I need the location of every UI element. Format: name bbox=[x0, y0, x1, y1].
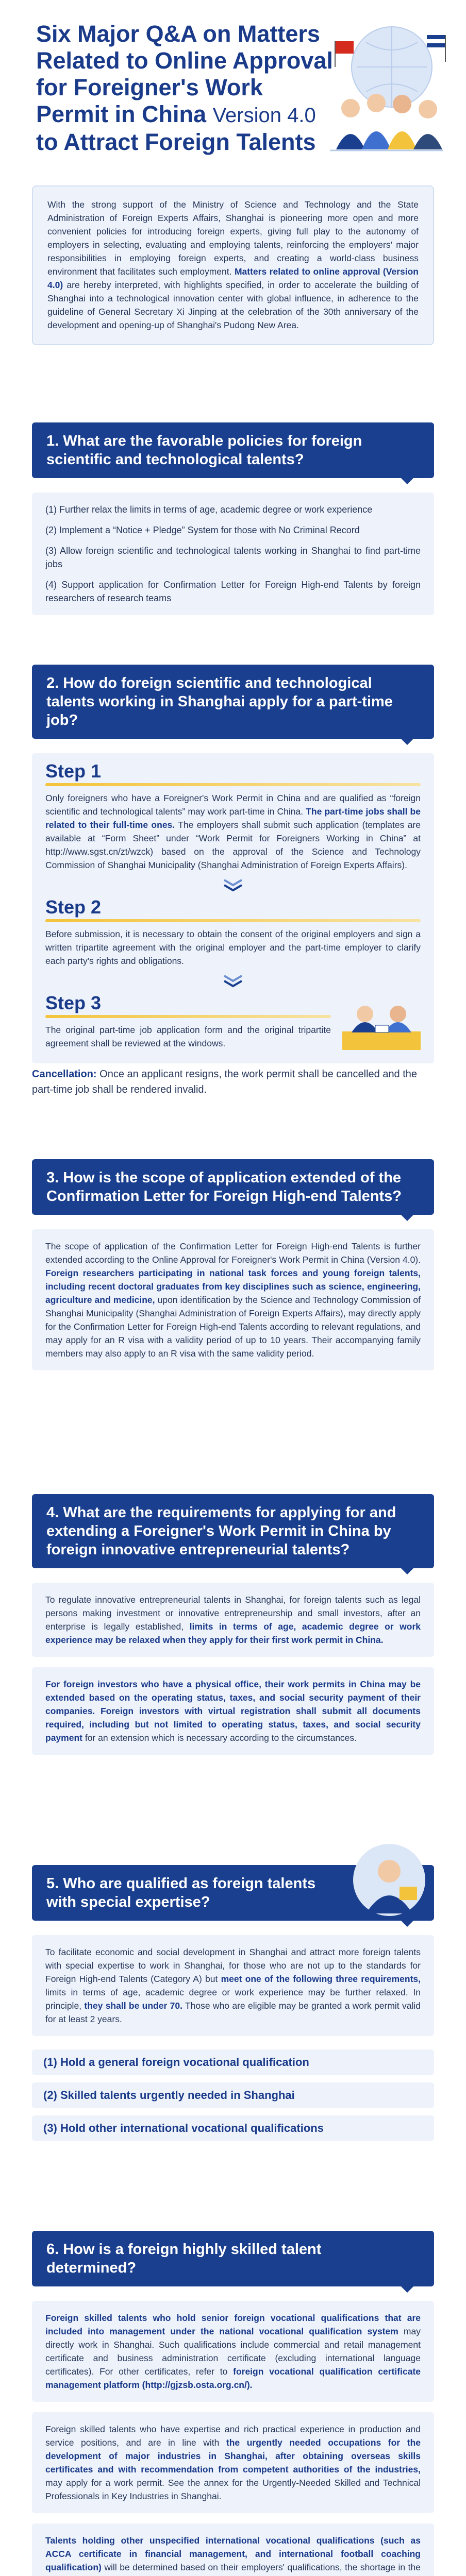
step-highlight: The part-time jobs shall be related to their full-time ones. bbox=[45, 806, 421, 830]
section-header bbox=[32, 1494, 434, 1568]
title-line: for Foreigner's Work bbox=[36, 74, 263, 100]
step-text: The original part-time job application form and the original tripartite agreement shall be reviewed at the windows. bbox=[45, 1025, 331, 1048]
expert-illustration bbox=[351, 1841, 428, 1919]
section-body bbox=[32, 493, 434, 615]
section-highlight: For foreign investors who have a physical office, their work permits in China may be extended based on the operating status, taxes, and social security payment of their companies. Foreign investors with virtual registration shall submit all documents required, including but not limited to operating status, taxes, and social security payment bbox=[45, 1679, 421, 1743]
step-text-part: Only foreigners who have a Foreigner's Work Permit in China and are qualified as “foreign scientific and technological talents” may work part-time in China. bbox=[45, 793, 421, 817]
step-1 bbox=[32, 756, 434, 879]
step-text bbox=[45, 791, 421, 872]
section-q1 bbox=[32, 422, 434, 615]
list-item: (3) Hold other international vocational qualifications bbox=[32, 2115, 434, 2141]
step-label: Step 2 bbox=[45, 896, 102, 918]
intro-box bbox=[32, 185, 434, 345]
section-text: limits in terms of age, academic degree or work experience may be further relaxed. In principle, bbox=[45, 1987, 421, 2011]
section-body bbox=[32, 1667, 434, 1755]
section-text: To regulate innovative entrepreneurial talents in Shanghai, for foreign talents such as legal persons making investment or innovative entrepreneurship and small investors, after an enterprise is legally established, bbox=[45, 1595, 421, 1632]
list-item: (2) Implement a “Notice + Pledge” System for those with No Criminal Record bbox=[45, 525, 360, 535]
cancellation-text: Once an applicant resigns, the work permit shall be cancelled and the part-time job shall be rendered invalid. bbox=[32, 1069, 418, 1095]
section-header bbox=[32, 665, 434, 739]
list-item: (2) Skilled talents urgently needed in Shanghai bbox=[32, 2082, 434, 2108]
list-item: (1) Further relax the limits in terms of age, academic degree or work experience bbox=[45, 504, 373, 515]
section-title: 5. Who are qualified as foreign talents with special expertise? bbox=[46, 1875, 316, 1910]
section-text: Those who are eligible may be granted a work permit valid for at least 2 years. bbox=[45, 2001, 421, 2024]
section-text: Foreign skilled talents who have expertise and rich practical experience in production and service positions, and are in line with bbox=[45, 2424, 421, 2448]
cancellation-note bbox=[32, 1063, 434, 1097]
header bbox=[0, 0, 466, 180]
title-line: to Attract Foreign Talents bbox=[36, 129, 316, 155]
cancellation-label: Cancellation: bbox=[32, 1069, 97, 1080]
step-2 bbox=[32, 892, 434, 975]
page-title bbox=[36, 21, 333, 156]
requirements-list bbox=[32, 2049, 434, 2141]
section-highlight: Foreign researchers participating in national task forces and young foreign talents, including recent doctoral graduates from key disciplines such as science, engineering, agriculture and medicine, bbox=[45, 1268, 421, 1305]
section-body bbox=[32, 2412, 434, 2513]
section-text: for an extension which is necessary according to the circumstances. bbox=[82, 1733, 357, 1743]
section-header bbox=[32, 1159, 434, 1215]
title-line bbox=[36, 101, 325, 129]
intro-highlight: Matters related to online approval (Version 4.0) bbox=[47, 266, 419, 290]
list-item: (3) Allow foreign scientific and technological talents working in Shanghai to find part-time jobs bbox=[45, 546, 421, 569]
section-title: 4. What are the requirements for applying for and extending a Foreigner's Work Permit in China by foreign innovative entrepreneurial talents? bbox=[46, 1504, 396, 1558]
section-title: 1. What are the favorable policies for foreign scientific and technological talents? bbox=[46, 433, 362, 468]
step-divider bbox=[45, 919, 421, 922]
section-text: The scope of application of the Confirmation Letter for Foreign High-end Talents is further extended according to the Online Approval for Foreigner's Work Permit in China (Version 4.0). bbox=[45, 1241, 421, 1265]
step-3 bbox=[32, 988, 434, 1057]
section-title: 6. How is a foreign highly skilled talent determined? bbox=[46, 2241, 322, 2276]
section-q3 bbox=[32, 1159, 434, 1370]
section-q5 bbox=[32, 1865, 434, 2148]
title-line: Related to Online Approval bbox=[36, 47, 333, 74]
step-text: Before submission, it is necessary to obtain the consent of the original employers and sign a written tripartite agreement with the original employer and the part-time employer to clarify each party's rights and obligations. bbox=[45, 929, 421, 966]
section-highlight: Foreign skilled talents who hold senior foreign vocational qualifications that are included into management under the national vocational qualification system bbox=[45, 2313, 421, 2336]
list-item: (4) Support application for Confirmation Letter for Foreign High-end Talents by foreign researchers of research teams bbox=[45, 580, 421, 603]
section-highlight: the urgently needed occupations for the development of major industries in Shanghai, after obtaining overseas skills certificates and with recommendation from competent authorities of the industries, bbox=[45, 2437, 421, 2475]
section-title: 2. How do foreign scientific and technological talents working in Shanghai apply for a part-time job? bbox=[46, 675, 393, 728]
chevron-down-icon bbox=[32, 879, 434, 892]
section-header bbox=[32, 2231, 434, 2286]
intro-text: With the strong support of the Ministry of Science and Technology and the State Administration of Foreign Experts Affairs, Shanghai is pioneering more open and more convenient policies for introducing foreign experts, giving full play to the autonomy of employers in selecting, evaluating and employing talents, reinforcing the employers' major responsibilities in employing foreign experts, and creating a world-class business environment that facilitates such employment. bbox=[47, 199, 419, 277]
section-highlight: foreign vocational qualification certificate management platform (http://gjzsb.osta.org.cn/). bbox=[45, 2366, 421, 2390]
title-line-part: Permit in China bbox=[36, 101, 213, 127]
section-body bbox=[32, 753, 434, 1063]
section-highlight: meet one of the following three requirements, bbox=[221, 1974, 421, 1984]
intro-text: are hereby interpreted, with highlights specified, in order to accelerate the building of Shanghai into a technological innovation center with global influence, in adherence to the guideline of General Secretary Xi Jinping at the celebration of the 30th anniversary of the development and opening-up of Shanghai's Pudong New Area. bbox=[47, 280, 419, 330]
section-text: upon identification by the Science and Technology Commission of Shanghai Municipality (Shanghai Administration of Foreign Experts Affairs), may directly apply for the Confirmation Letter for Foreign High-end Talents according to relevant regulations, and may apply for an R visa with a validity period of up to 10 years. Their accompanying family members may also apply to an R visa with the same validity period. bbox=[45, 1295, 421, 1359]
section-body bbox=[32, 1583, 434, 1657]
section-highlight: limits in terms of age, academic degree or work experience may be relaxed when they apply for their first work permit in China. bbox=[45, 1621, 421, 1645]
step-text-part: The employers shall submit such application (templates are available at “Form Sheet” under “Work Permit for Foreigners Working in China” at http://www.sgst.cn/zt/wzck) based on the approval of the Science and Technology Commission of Shanghai Municipality (Shanghai Administration of Foreign Experts Affairs). bbox=[45, 820, 421, 870]
section-highlight: they shall be under 70. bbox=[84, 2001, 182, 2011]
list-item: (1) Hold a general foreign vocational qualification bbox=[32, 2049, 434, 2075]
section-body bbox=[32, 1229, 434, 1370]
chevron-down-icon bbox=[32, 975, 434, 988]
step-divider bbox=[45, 783, 421, 786]
section-q4 bbox=[32, 1494, 434, 1755]
version-label: Version 4.0 bbox=[212, 104, 316, 127]
section-text: may apply for a work permit. See the annex for the Urgently-Needed Skilled and Technical Professionals in Key Industries in Shanghai. bbox=[45, 2478, 421, 2501]
title-line: Six Major Q&A on Matters bbox=[36, 21, 320, 47]
section-header bbox=[32, 422, 434, 478]
section-text: may directly work in Shanghai. Such qualifications include commercial and retail management certificate and business administration certificate (excluding international language certificates). For other certificates, refer to bbox=[45, 2326, 421, 2377]
step-divider bbox=[45, 1015, 331, 1018]
step-label: Step 3 bbox=[45, 992, 102, 1013]
section-q6 bbox=[32, 2231, 434, 2576]
section-q2 bbox=[32, 665, 434, 1097]
section-text: will be determined based on their employers' qualifications, the shortage in the bbox=[104, 2562, 421, 2572]
people-globe-illustration bbox=[314, 10, 454, 165]
section-body bbox=[32, 2523, 434, 2576]
step-label: Step 1 bbox=[45, 760, 102, 782]
section-text: To facilitate economic and social development in Shanghai and attract more foreign talents with special expertise to work in Shanghai, for those who are not up to the standards for Foreign High-end Talents (Category A) but bbox=[45, 1947, 421, 1984]
section-body bbox=[32, 2301, 434, 2402]
section-body bbox=[32, 1935, 434, 2036]
section-highlight: Talents holding other unspecified international vocational qualifications (such as ACCA certificate in financial management, and international football coaching qualification) bbox=[45, 2535, 421, 2572]
service-window-illustration bbox=[340, 995, 423, 1052]
section-title: 3. How is the scope of application extended of the Confirmation Letter for Foreign High-end Talents? bbox=[46, 1170, 402, 1205]
